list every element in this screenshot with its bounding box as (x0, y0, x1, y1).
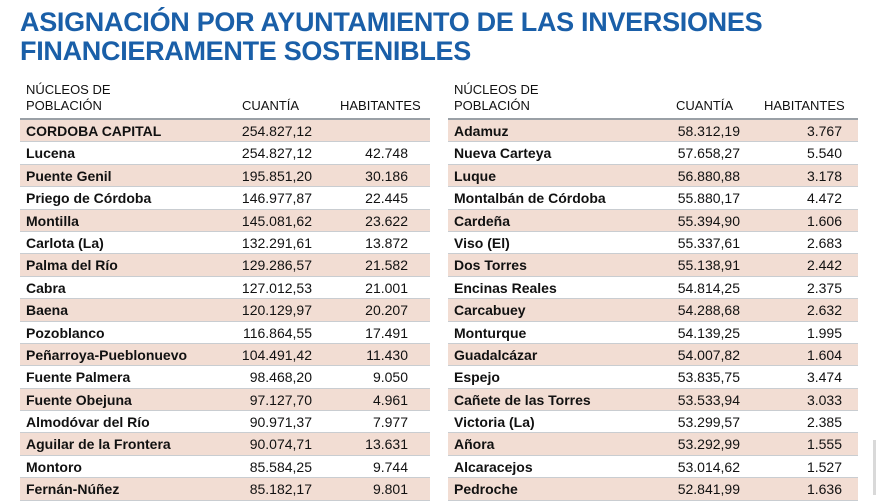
inhabitants-value: 11.430 (366, 346, 408, 363)
amount-value: 53.835,75 (677, 369, 740, 386)
municipality-name: Alcaracejos (454, 458, 533, 475)
municipality-name: Carlota (La) (26, 234, 104, 251)
table-row (20, 142, 430, 164)
table-row (20, 299, 430, 321)
inhabitants-value: 4.961 (372, 391, 408, 408)
amount-value: 146.977,87 (241, 190, 312, 207)
table-row (448, 299, 858, 321)
table-row (448, 344, 858, 366)
table-row (20, 210, 430, 232)
amount-value: 53.292,99 (677, 436, 740, 453)
municipality-name: Lucena (26, 145, 76, 162)
table-header (20, 82, 430, 118)
amount-value: 120.129,97 (241, 302, 312, 319)
table-row (20, 165, 430, 187)
municipality-name: Cardeña (454, 212, 511, 229)
municipality-name: Fernán-Núñez (26, 481, 120, 498)
amount-value: 53.014,62 (677, 458, 740, 475)
inhabitants-value: 2.442 (806, 257, 842, 274)
amount-value: 127.012,53 (241, 279, 312, 296)
header-inhabitants: HABITANTES (340, 98, 421, 113)
municipality-name: Dos Torres (454, 257, 527, 274)
amount-value: 254.827,12 (241, 145, 312, 162)
municipality-name: Encinas Reales (454, 279, 557, 296)
municipality-name: Baena (26, 302, 69, 319)
table-row (448, 232, 858, 254)
amount-value: 52.841,99 (677, 481, 740, 498)
inhabitants-value: 5.540 (806, 145, 842, 162)
municipality-name: Fuente Palmera (26, 369, 131, 386)
amount-value: 55.880,17 (677, 190, 740, 207)
amount-value: 53.533,94 (677, 391, 740, 408)
inhabitants-value: 1.555 (806, 436, 842, 453)
table-row (20, 389, 430, 411)
inhabitants-value: 9.744 (372, 458, 408, 475)
municipality-name: Peñarroya-Pueblonuevo (26, 346, 188, 363)
amount-value: 90.074,71 (249, 436, 312, 453)
inhabitants-value: 1.604 (806, 346, 842, 363)
title-line-2: FINANCIERAMENTE SOSTENIBLES (20, 36, 471, 66)
amount-value: 98.468,20 (249, 369, 312, 386)
inhabitants-value: 2.632 (806, 302, 842, 319)
amount-value: 195.851,20 (241, 167, 312, 184)
amount-value: 55.138,91 (677, 257, 740, 274)
municipality-name: Victoria (La) (454, 414, 535, 431)
inhabitants-value: 17.491 (365, 324, 408, 341)
municipality-name: Aguilar de la Frontera (26, 436, 171, 453)
table-row (20, 478, 430, 500)
municipality-name: Adamuz (454, 123, 509, 139)
municipality-name: Palma del Río (26, 257, 118, 274)
municipality-name: Añora (454, 436, 495, 453)
amount-value: 54.814,25 (677, 279, 740, 296)
amount-value: 85.182,17 (249, 481, 312, 498)
amount-value: 132.291,61 (241, 234, 312, 251)
table-row (448, 322, 858, 344)
table-right (448, 82, 858, 501)
amount-value: 97.127,70 (249, 391, 312, 408)
inhabitants-value: 9.050 (372, 369, 408, 386)
table-row (448, 277, 858, 299)
amount-value: 54.007,82 (677, 346, 740, 363)
amount-value: 104.491,42 (241, 346, 312, 363)
table-row (448, 254, 858, 276)
table-row (448, 210, 858, 232)
header-population: NÚCLEOS DE POBLACIÓN (454, 82, 539, 113)
table-row (448, 165, 858, 187)
table-row (20, 456, 430, 478)
amount-value: 56.880,88 (677, 167, 740, 184)
table-row (20, 411, 430, 433)
table-body (20, 118, 430, 501)
header-amount: CUANTÍA (676, 98, 734, 113)
inhabitants-value: 1.636 (806, 481, 842, 498)
amount-value: 145.081,62 (241, 212, 312, 229)
amount-value: 57.658,27 (677, 145, 740, 162)
table-row (448, 389, 858, 411)
title-line-1: ASIGNACIÓN POR AYUNTAMIENTO DE LAS INVERSIONES (20, 7, 763, 37)
municipality-name: CORDOBA CAPITAL (26, 123, 162, 139)
amount-value: 53.299,57 (677, 414, 740, 431)
table-row (448, 142, 858, 164)
edge-bar (873, 440, 876, 495)
table-row (20, 433, 430, 455)
header-population: NÚCLEOS DE POBLACIÓN (26, 82, 111, 113)
amount-value: 116.864,55 (242, 324, 312, 341)
inhabitants-value: 13.872 (365, 234, 408, 251)
amount-value: 54.139,25 (677, 324, 740, 341)
table-row (448, 187, 858, 209)
municipality-name: Montoro (26, 458, 82, 475)
inhabitants-value: 7.977 (372, 414, 408, 431)
municipality-name: Guadalcázar (454, 346, 538, 363)
municipality-name: Montilla (26, 212, 79, 229)
municipality-name: Pedroche (454, 481, 518, 498)
table-row (448, 433, 858, 455)
municipality-name: Fuente Obejuna (26, 391, 132, 408)
municipality-name: Luque (454, 167, 496, 184)
inhabitants-value: 1.527 (806, 458, 842, 475)
table-row (448, 456, 858, 478)
inhabitants-value: 30.186 (365, 167, 408, 184)
municipality-name: Montalbán de Córdoba (454, 190, 606, 207)
table-row (20, 187, 430, 209)
header-amount: CUANTÍA (242, 98, 300, 113)
amount-value: 254.827,12 (241, 123, 312, 139)
header-inhabitants: HABITANTES (764, 98, 845, 113)
inhabitants-value: 13.631 (365, 436, 408, 453)
inhabitants-value: 1.606 (806, 212, 842, 229)
amount-value: 54.288,68 (677, 302, 740, 319)
municipality-name: Cabra (26, 279, 66, 296)
table-header (448, 82, 858, 118)
inhabitants-value: 9.801 (372, 481, 408, 498)
inhabitants-value: 22.445 (365, 190, 408, 207)
municipality-name: Nueva Carteya (454, 145, 552, 162)
municipality-name: Viso (El) (454, 234, 510, 251)
inhabitants-value: 21.001 (365, 279, 408, 296)
amount-value: 55.337,61 (677, 234, 740, 251)
inhabitants-value: 1.995 (806, 324, 842, 341)
municipality-name: Monturque (454, 324, 527, 341)
table-row (448, 120, 858, 142)
municipality-name: Espejo (454, 369, 500, 386)
inhabitants-value: 3.474 (806, 369, 842, 386)
amount-value: 90.971,37 (249, 414, 312, 431)
municipality-name: Almodóvar del Río (26, 414, 150, 431)
table-row (20, 322, 430, 344)
inhabitants-value: 4.472 (806, 190, 842, 207)
table-row (448, 411, 858, 433)
inhabitants-value: 21.582 (365, 257, 408, 274)
page-title (20, 8, 870, 66)
amount-value: 85.584,25 (249, 458, 312, 475)
table-row (20, 120, 430, 142)
table-row (20, 254, 430, 276)
inhabitants-value: 3.033 (806, 391, 842, 408)
table-left (20, 82, 430, 501)
inhabitants-value: 23.622 (365, 212, 408, 229)
municipality-name: Pozoblanco (26, 324, 105, 341)
inhabitants-value: 42.748 (365, 145, 408, 162)
inhabitants-value: 3.178 (806, 167, 842, 184)
municipality-name: Carcabuey (454, 302, 526, 319)
amount-value: 129.286,57 (241, 257, 312, 274)
municipality-name: Puente Genil (26, 167, 112, 184)
municipality-name: Cañete de las Torres (454, 391, 591, 408)
table-row (448, 366, 858, 388)
inhabitants-value: 2.375 (806, 279, 842, 296)
table-row (20, 344, 430, 366)
inhabitants-value: 2.683 (806, 234, 842, 251)
inhabitants-value: 3.767 (806, 123, 842, 139)
table-row (20, 366, 430, 388)
municipality-name: Priego de Córdoba (26, 190, 152, 207)
table-row (448, 478, 858, 500)
table-row (20, 277, 430, 299)
table-body (448, 118, 858, 501)
inhabitants-value: 2.385 (806, 414, 842, 431)
table-row (20, 232, 430, 254)
amount-value: 58.312,19 (677, 123, 740, 139)
inhabitants-value: 20.207 (365, 302, 408, 319)
amount-value: 55.394,90 (677, 212, 740, 229)
